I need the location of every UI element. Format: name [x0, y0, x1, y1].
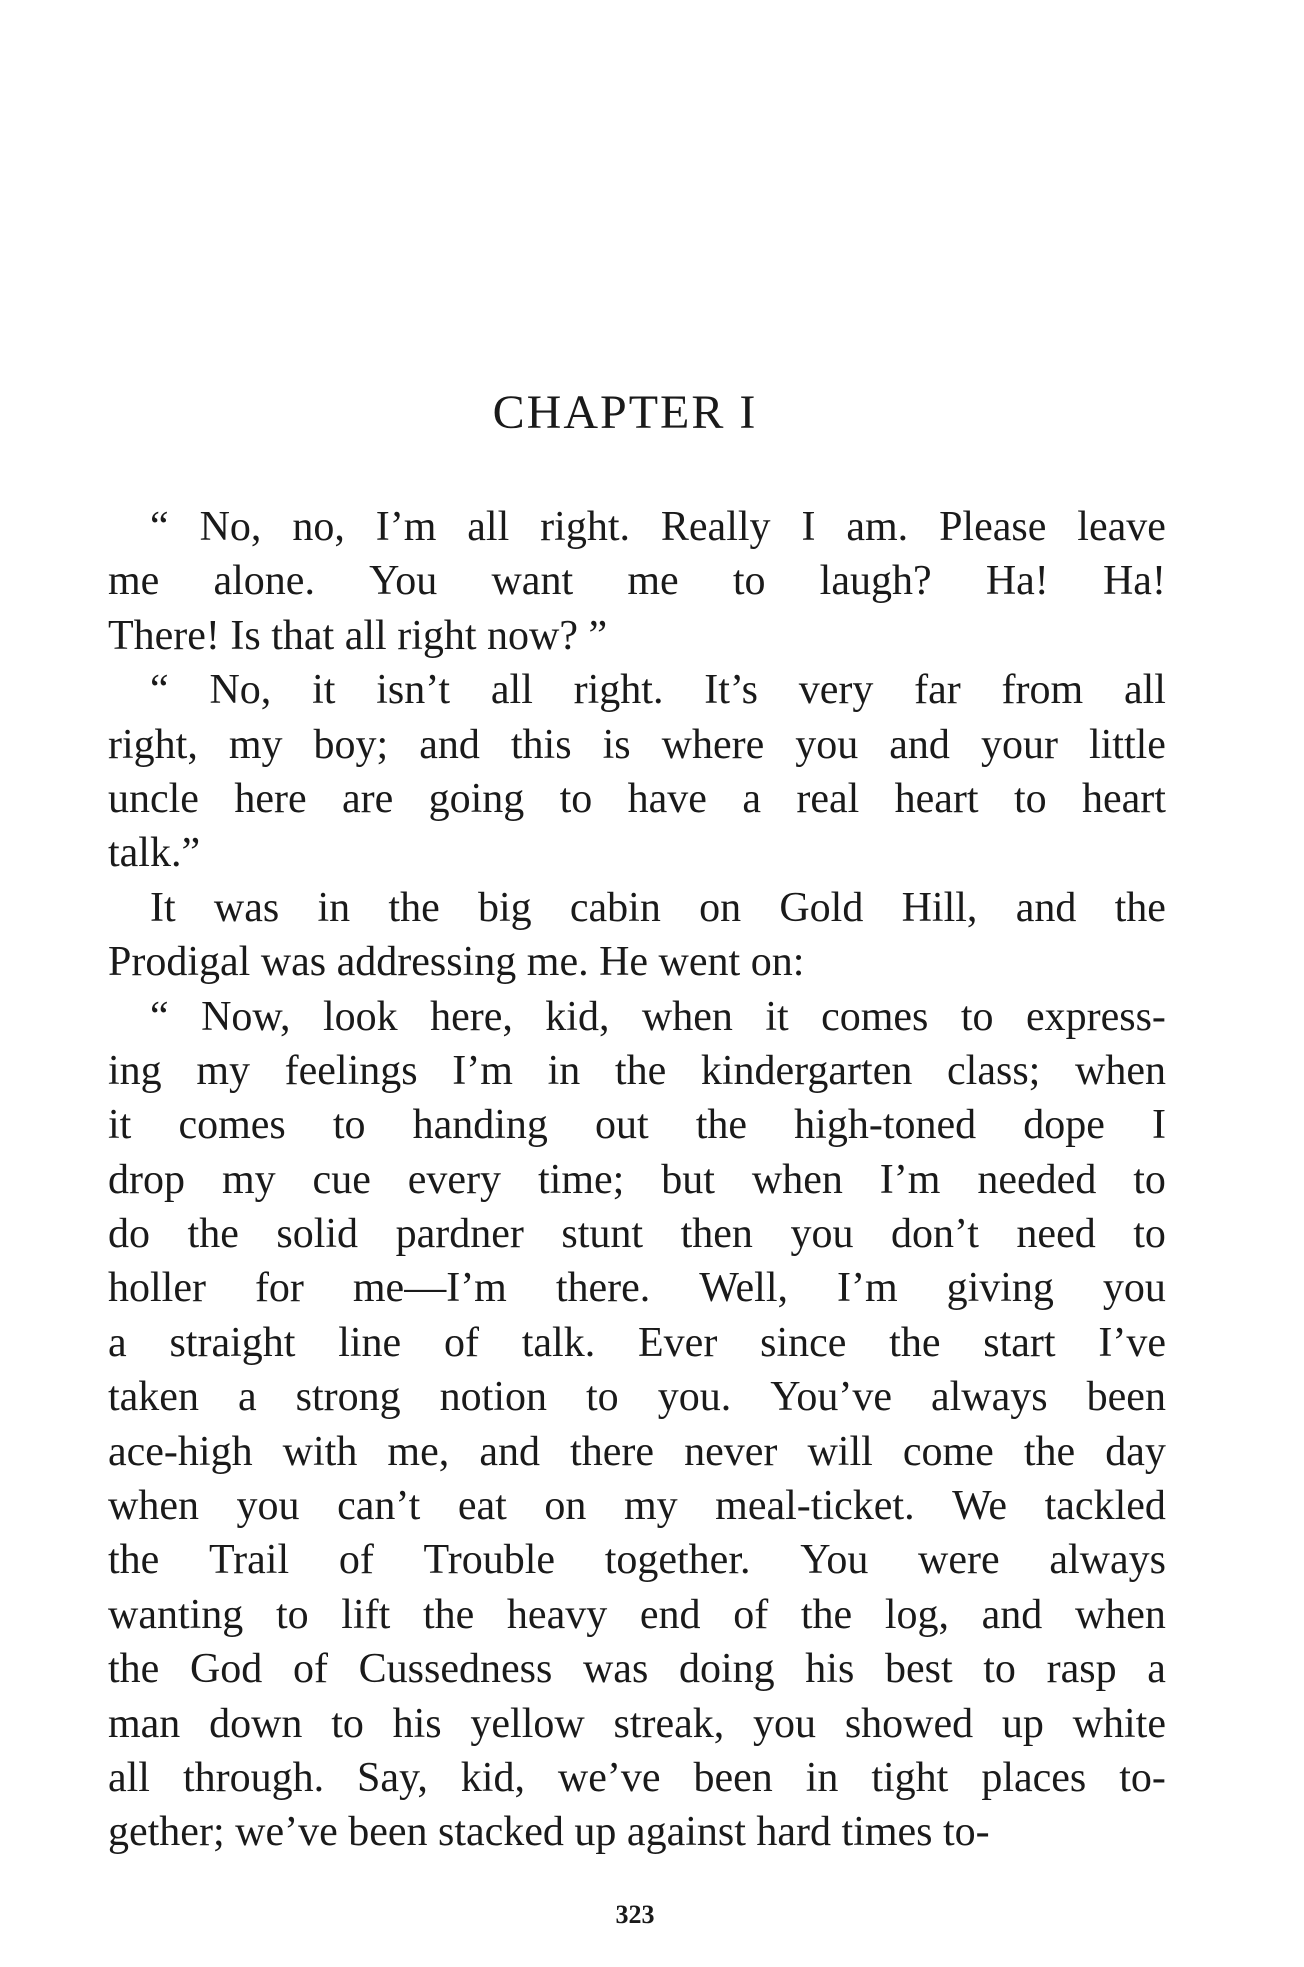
text-line: uncle here are going to have a real heart to heart [108, 775, 1166, 822]
text-line: wanting to lift the heavy end of the log, and when [108, 1591, 1166, 1638]
text-line: Prodigal was addressing me. He went on: [108, 939, 805, 986]
text-line: a straight line of talk. Ever since the start I’ve [108, 1319, 1166, 1366]
text-line: There! Is that all right now? ” [108, 612, 608, 659]
text-line: “ No, no, I’m all right. Really I am. Please leave [150, 504, 1166, 550]
text-line: the God of Cussedness was doing his best to rasp a [108, 1646, 1166, 1693]
text-line: “ Now, look here, kid, when it comes to express- [150, 993, 1166, 1040]
text-line: gether; we’ve been stacked up against hard times to- [108, 1809, 990, 1856]
text-line: when you can’t eat on my meal-ticket. We tackled [108, 1483, 1166, 1530]
text-line: the Trail of Trouble together. You were always [108, 1537, 1166, 1584]
text-line: do the solid pardner stunt then you don’t need to [108, 1211, 1166, 1258]
chapter-heading: CHAPTER I [492, 386, 758, 439]
text-line: ing my feelings I’m in the kindergarten class; when [108, 1047, 1166, 1094]
text-line: man down to his yellow streak, you showed up white [108, 1700, 1166, 1747]
body-text [108, 500, 1166, 1860]
text-line: drop my cue every time; but when I’m needed to [108, 1156, 1166, 1203]
text-line: me alone. You want me to laugh? Ha! Ha! [108, 558, 1166, 605]
text-line: all through. Say, kid, we’ve been in tight places to- [108, 1754, 1166, 1801]
page-number: 323 [615, 1900, 655, 1929]
text-line: talk.” [108, 830, 201, 877]
text-line: holler for me—I’m there. Well, I’m giving you [108, 1265, 1166, 1312]
text-line: it comes to handing out the high-toned dope I [108, 1102, 1166, 1149]
text-line: ace-high with me, and there never will come the day [108, 1428, 1166, 1475]
text-line: It was in the big cabin on Gold Hill, and the [150, 884, 1166, 931]
text-line: right, my boy; and this is where you and your little [108, 721, 1166, 768]
text-line: taken a strong notion to you. You’ve always been [108, 1374, 1166, 1421]
text-line: “ No, it isn’t all right. It’s very far from all [150, 667, 1166, 714]
